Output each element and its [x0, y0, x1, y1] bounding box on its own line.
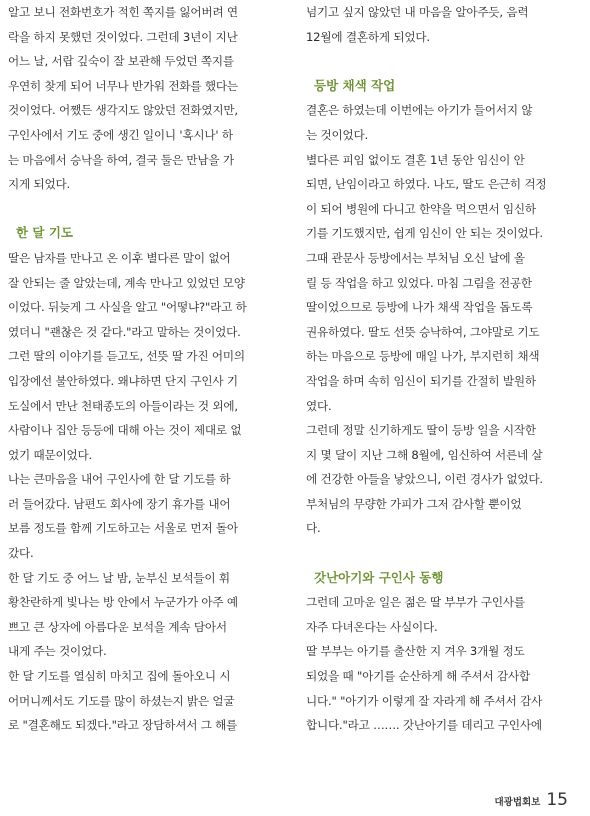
right-text-column [306, 0, 572, 738]
paragraph-gap [8, 197, 274, 222]
text-line: 그때 관문사 등방에서는 부처님 오신 날에 올 [306, 250, 525, 265]
text-line: 어느 날, 서랍 깊숙이 잘 보관해 두었던 쪽지를 [8, 54, 234, 69]
text-line: 하는 마음으로 등방에 매일 나가, 부지런히 채색 [306, 349, 540, 364]
text-line: 는 것이었다. [306, 127, 368, 142]
text-line: 에 건강한 아들을 낳았으니, 이런 경사가 없었다. [306, 472, 543, 487]
text-line: 되면, 난임이라고 하였다. 나도, 딸도 은근히 걱정 [306, 177, 547, 192]
page-number: 15 [546, 790, 568, 810]
text-line: 구인사에서 기도 중에 생긴 일이니 '혹시나' 하 [8, 127, 233, 142]
text-line: 넘기고 싶지 않았던 내 마음을 알아주듯, 음력 [306, 5, 529, 19]
text-line: 부처님의 무량한 가피가 그저 감사할 뿐이었 [306, 496, 522, 511]
text-line: 사람이나 집안 등등에 대해 아는 것이 제대로 없 [8, 423, 242, 438]
text-line: 한 달 기도 중 어느 날 밤, 눈부신 보석들이 휘 [8, 570, 230, 585]
text-line: 합니다."라고 ……. 갓난아기를 데리고 구인사에 [306, 718, 542, 733]
page-footer [494, 790, 568, 810]
text-line: 로 "결혼해도 되겠다."라고 장담하셔서 그 해를 [8, 718, 238, 733]
text-line: 였다. [306, 398, 332, 413]
paragraph-gap [306, 49, 572, 74]
text-line: 는 마음에서 승낙을 하여, 결국 둘은 만남을 가 [8, 152, 234, 167]
text-line: 이 되어 병원에 다니고 한약을 먹으면서 임신하 [306, 201, 536, 216]
text-line: 었기 때문이었다. [8, 447, 92, 462]
section-heading: 한 달 기도 [16, 225, 74, 241]
text-line: 이었다. 뒤늦게 그 사실을 알고 "어떻냐?"라고 하 [8, 300, 247, 315]
text-line: 도실에서 만난 천태종도의 아들이라는 것 외에, [8, 398, 238, 413]
text-line: 갔다. [8, 546, 34, 561]
text-line: 기를 기도했지만, 쉽게 임신이 안 되는 것이었다. [306, 226, 543, 241]
text-line: 작업을 하며 속히 임신이 되기를 간절히 발원하 [306, 373, 536, 388]
text-line: 락을 하지 못했던 것이었다. 그런데 3년이 지난 [8, 29, 238, 44]
text-line: 별다른 피임 없이도 결혼 1년 동안 임신이 안 [306, 152, 525, 167]
text-line: 입장에선 불안하였다. 왜냐하면 단지 구인사 기 [8, 373, 238, 388]
text-line: 딸이었으므로 등방에 나가 채색 작업을 돕도록 [306, 300, 533, 315]
text-line: 다. [306, 521, 321, 536]
paragraph-gap [306, 541, 572, 566]
text-line: 그런데 고마운 일은 젊은 딸 부부가 구인사를 [306, 595, 525, 610]
text-line: 내게 주는 것이었다. [8, 644, 107, 659]
text-line: 어머니께서도 기도를 많이 하셨는지 밝은 얼굴 [8, 693, 235, 708]
text-line: 한 달 기도를 열심히 마치고 집에 돌아오니 시 [8, 669, 231, 684]
text-line: 딸 부부는 아기를 출산한 지 겨우 3개월 정도 [306, 644, 525, 659]
text-line: 지게 되었다. [8, 177, 70, 192]
text-line: 잘 안되는 줄 알았는데, 계속 만나고 있었던 모양 [8, 275, 245, 290]
text-line: 러 들어갔다. 남편도 회사에 장기 휴가를 내어 [8, 496, 231, 511]
left-text-column [8, 0, 274, 738]
section-heading: 등방 채색 작업 [314, 77, 396, 93]
text-line: 딸은 남자를 만나고 온 이후 별다른 말이 없어 [8, 250, 231, 265]
text-line: 였더니 "괜찮은 것 같다."라고 말하는 것이었다. [8, 324, 241, 339]
publication-name: 대광법회보 [494, 797, 541, 808]
text-line: 우연히 찾게 되어 너무나 반가워 전화를 했다는 [8, 78, 238, 93]
text-line: 나는 큰마음을 내어 구인사에 한 달 기도를 하 [8, 472, 231, 487]
section-heading: 갓난아기와 구인사 동행 [314, 569, 444, 585]
text-line: 쁘고 큰 상자에 아름다운 보석을 계속 담아서 [8, 619, 227, 634]
text-line: 니다." "아기가 이렇게 잘 자라게 해 주셔서 감사 [306, 693, 543, 708]
text-line: 지 몇 달이 지난 그해 8월에, 임신하여 서른네 살 [306, 447, 543, 462]
text-line: 보름 정도를 함께 기도하고는 서울로 먼저 돌아 [8, 521, 238, 536]
text-line: 그런데 정말 신기하게도 딸이 등방 일을 시작한 [306, 423, 536, 438]
text-line: 12월에 결혼하게 되었다. [306, 29, 430, 44]
text-line: 그런 딸의 이야기를 듣고도, 선뜻 딸 가진 어미의 [8, 349, 245, 364]
text-line: 자주 다녀온다는 사실이다. [306, 619, 438, 634]
text-line: 황찬란하게 빛나는 방 안에서 누군가가 아주 예 [8, 595, 238, 610]
text-line: 권유하였다. 딸도 선뜻 승낙하여, 그야말로 기도 [306, 324, 540, 339]
text-line: 알고 보니 전화번호가 적힌 쪽지를 잃어버려 연 [8, 5, 238, 19]
text-line: 릴 등 작업을 하고 있었다. 마침 그림을 전공한 [306, 275, 532, 290]
text-line: 결혼은 하였는데 이번에는 아기가 들어서지 않 [306, 103, 533, 118]
text-line: 것이었다. 어쨌든 생각지도 않았던 전화였지만, [8, 103, 238, 118]
text-line: 되었을 때 "아기를 순산하게 해 주셔서 감사합 [306, 669, 531, 684]
